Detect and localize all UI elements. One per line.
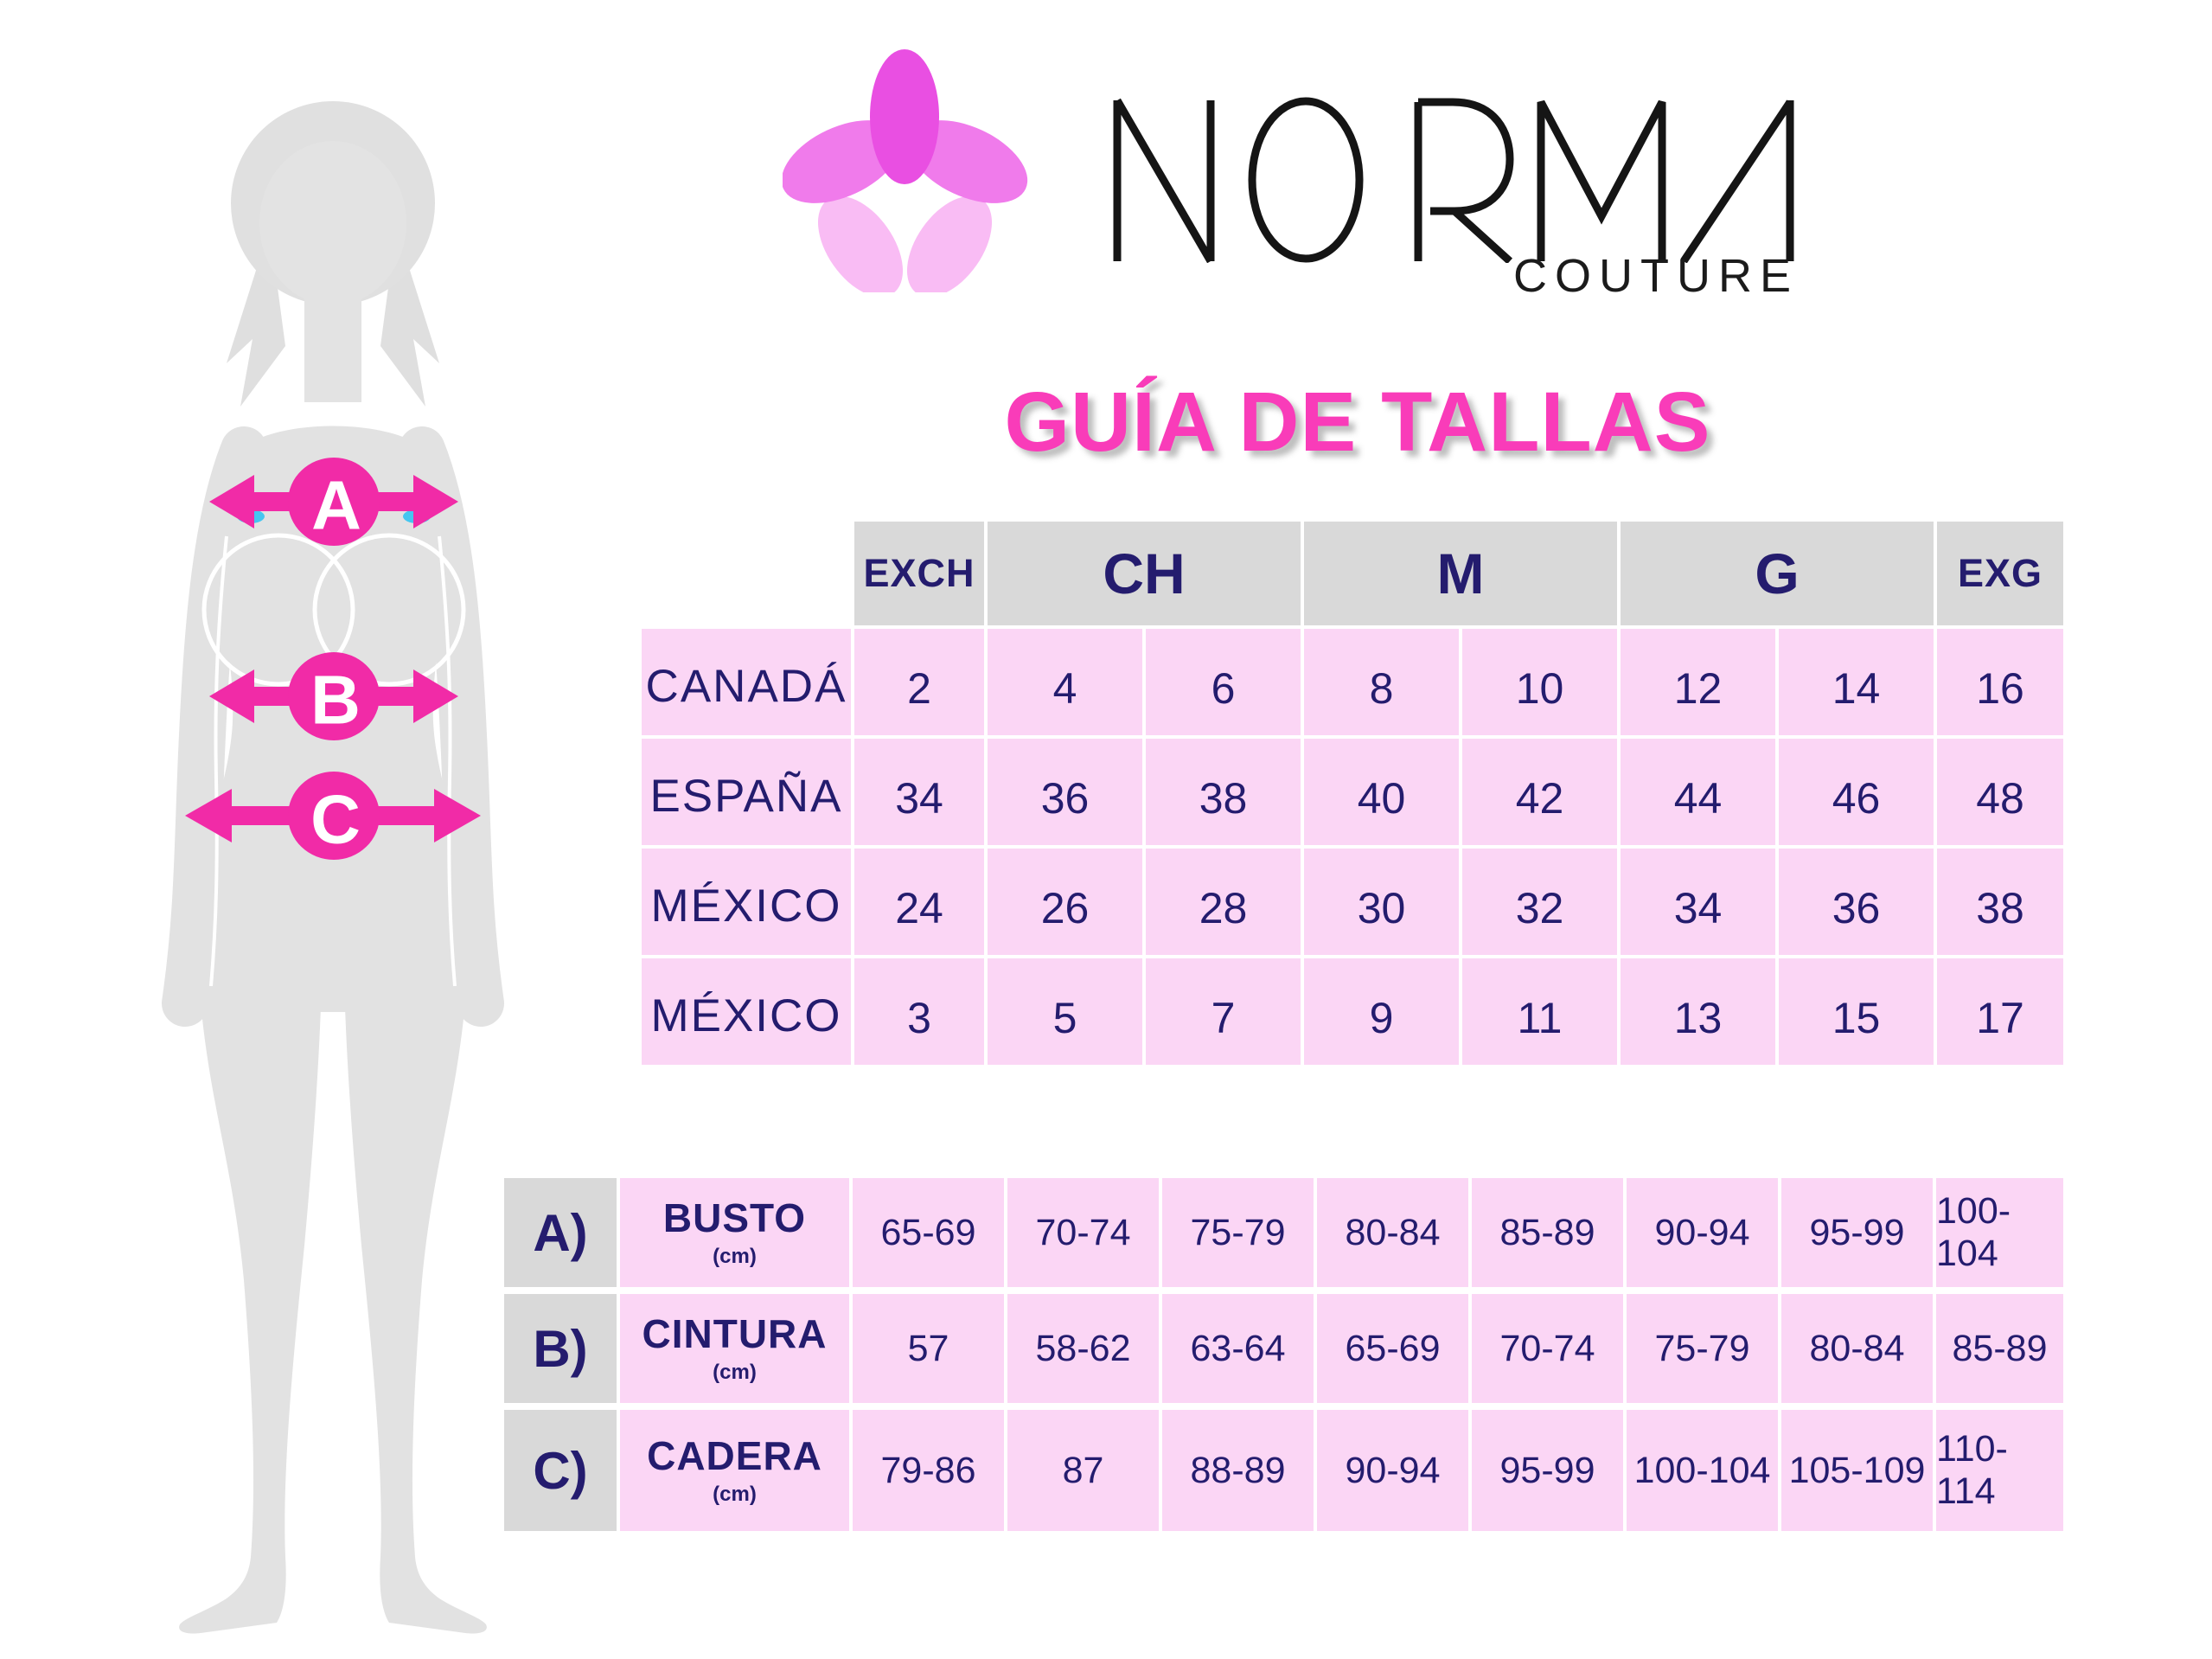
table-cell: 11 [1462, 958, 1617, 1065]
table-cell: 65-69 [853, 1178, 1004, 1287]
table-cell: 40 [1304, 739, 1459, 845]
table-cell: 58-62 [1007, 1294, 1159, 1403]
right-leg [344, 951, 487, 1634]
table-cell: 48 [1937, 739, 2063, 845]
table-cell: 42 [1462, 739, 1617, 845]
table-cell: 95-99 [1781, 1178, 1933, 1287]
table-cell: 100-104 [1936, 1178, 2063, 1287]
col-header-ch: CH [988, 522, 1301, 625]
brand-subtitle: COUTURE [1513, 250, 1799, 302]
col-header-g: G [1621, 522, 1934, 625]
table-cell: 15 [1779, 958, 1934, 1065]
col-header-m: M [1304, 522, 1617, 625]
table-cell: 16 [1937, 629, 2063, 735]
head [259, 141, 406, 305]
table-cell: 85-89 [1472, 1178, 1623, 1287]
table-cell: 14 [1779, 629, 1934, 735]
measure-label-cadera [620, 1410, 849, 1531]
table-cell: 12 [1621, 629, 1775, 735]
col-header-exch: EXCH [854, 522, 984, 625]
table-cell: 38 [1937, 849, 2063, 955]
header-spacer [642, 522, 851, 625]
measure-name: BUSTO [662, 1195, 807, 1240]
table-cell: 10 [1462, 629, 1617, 735]
table-cell: 88-89 [1162, 1410, 1314, 1531]
table-cell: 34 [854, 739, 984, 845]
col-header-exg: EXG [1937, 522, 2063, 625]
table-cell: 90-94 [1627, 1178, 1778, 1287]
table-cell: 7 [1146, 958, 1301, 1065]
measure-letter-b: B) [504, 1294, 617, 1403]
table-cell: 87 [1007, 1410, 1159, 1531]
table-cell: 36 [988, 739, 1142, 845]
marker-a-label: A [311, 466, 361, 544]
row-label-espana: ESPAÑA [642, 739, 851, 845]
table-cell: 85-89 [1936, 1294, 2063, 1403]
table-cell: 57 [853, 1294, 1004, 1403]
brand-wordmark [1109, 97, 1816, 263]
table-cell: 4 [988, 629, 1142, 735]
table-cell: 8 [1304, 629, 1459, 735]
left-leg [179, 951, 322, 1634]
measure-name: CINTURA [642, 1311, 828, 1356]
table-cell: 95-99 [1472, 1410, 1623, 1531]
table-cell: 100-104 [1627, 1410, 1778, 1531]
table-cell: 2 [854, 629, 984, 735]
table-cell: 26 [988, 849, 1142, 955]
table-cell: 105-109 [1781, 1410, 1933, 1531]
table-cell: 38 [1146, 739, 1301, 845]
table-cell: 24 [854, 849, 984, 955]
row-label-mexico: MÉXICO [642, 849, 851, 955]
row-label-canada: CANADÁ [642, 629, 851, 735]
table-cell: 28 [1146, 849, 1301, 955]
measure-letter-c: C) [504, 1410, 617, 1531]
measurement-table [504, 1178, 2063, 1531]
table-cell: 90-94 [1317, 1410, 1468, 1531]
measure-unit: (cm) [713, 1245, 757, 1268]
table-cell: 75-79 [1162, 1178, 1314, 1287]
table-cell: 44 [1621, 739, 1775, 845]
table-cell: 34 [1621, 849, 1775, 955]
measure-letter-a: A) [504, 1178, 617, 1287]
table-cell: 63-64 [1162, 1294, 1314, 1403]
table-cell: 75-79 [1627, 1294, 1778, 1403]
table-cell: 110-114 [1936, 1410, 2063, 1531]
measure-name: CADERA [647, 1433, 822, 1478]
table-cell: 32 [1462, 849, 1617, 955]
table-cell: 17 [1937, 958, 2063, 1065]
row-label-mexico-odd: MÉXICO [642, 958, 851, 1065]
measure-unit: (cm) [713, 1483, 757, 1506]
table-cell: 5 [988, 958, 1142, 1065]
table-cell: 80-84 [1317, 1178, 1468, 1287]
marker-c-label: C [310, 780, 361, 858]
measure-label-cintura [620, 1294, 849, 1403]
table-cell: 13 [1621, 958, 1775, 1065]
table-cell: 80-84 [1781, 1294, 1933, 1403]
page-title: GUÍA DE TALLAS [1004, 375, 1711, 469]
marker-b-label: B [310, 661, 361, 739]
size-conversion-table [642, 522, 2063, 1065]
table-cell: 30 [1304, 849, 1459, 955]
measure-unit: (cm) [713, 1361, 757, 1384]
neck [304, 285, 361, 402]
table-cell: 70-74 [1007, 1178, 1159, 1287]
table-cell: 3 [854, 958, 984, 1065]
table-cell: 65-69 [1317, 1294, 1468, 1403]
flower-logo-icon [783, 42, 1033, 292]
table-cell: 79-86 [853, 1410, 1004, 1531]
table-cell: 6 [1146, 629, 1301, 735]
table-cell: 9 [1304, 958, 1459, 1065]
table-cell: 70-74 [1472, 1294, 1623, 1403]
table-cell: 46 [1779, 739, 1934, 845]
table-cell: 36 [1779, 849, 1934, 955]
measure-label-busto [620, 1178, 849, 1287]
